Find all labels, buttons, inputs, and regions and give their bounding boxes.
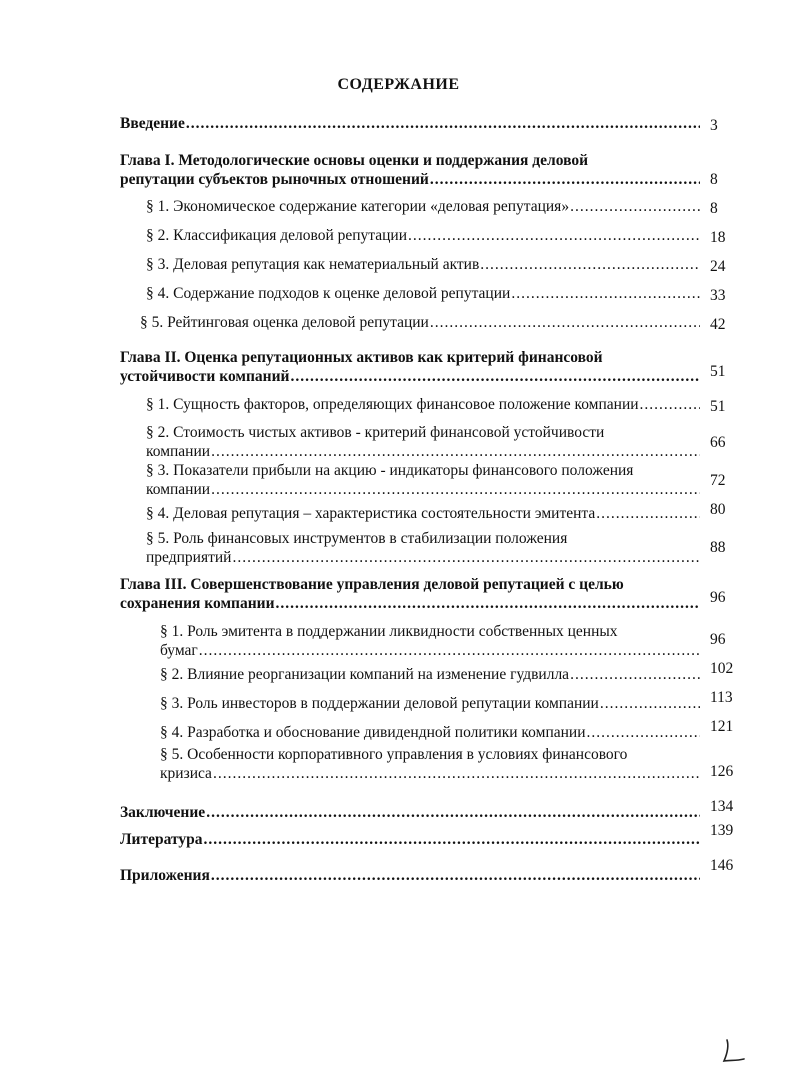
toc-label: Глава II. Оценка репутационных активов как критерий финансовой [120,349,603,366]
toc-label: § 4. Разработка и обоснование дивидендной политики компании [160,724,586,741]
toc-entry-chapter-2 [120,348,700,386]
toc-label: § 5. Роль финансовых инструментов в стабилизации положения [146,530,568,547]
toc-page-number: 88 [710,539,726,556]
handwritten-mark-icon [718,1036,748,1066]
toc-label: § 2. Стоимость чистых активов - критерий финансовой устойчивости [146,424,605,441]
toc-page-number: 139 [710,822,734,839]
toc-label: § 4. Деловая репутация – характеристика состоятельности эмитента [146,505,596,522]
toc-page-number: 96 [710,589,726,606]
toc-entry-section-2-5 [146,529,700,567]
toc-label: Глава III. Совершенствование управления деловой репутацией с целью [120,576,624,593]
toc-label: § 5. Особенности корпоративного управления в условиях финансового [160,746,628,763]
toc-page-number: 96 [710,631,726,648]
toc-entry-section-1-1 [146,197,700,216]
toc-page-number: 33 [710,287,726,304]
toc-entry-section-3-4 [160,723,700,742]
toc-page-number: 146 [710,857,734,874]
toc-entry-appendix [120,866,700,885]
toc-label: § 4. Содержание подходов к оценке деловой репутации [146,285,511,302]
toc-label: бумаг [160,642,198,659]
toc-entry-section-3-1 [160,622,700,660]
toc-label: § 3. Показатели прибыли на акцию - индикаторы финансового положения [146,462,634,479]
toc-label: Приложения [120,867,210,884]
toc-page-number: 134 [710,798,734,815]
toc-label: устойчивости компаний [120,368,290,385]
toc-page-number: 24 [710,258,726,275]
toc-entry-section-1-2 [146,226,700,245]
toc-entry-section-2-2 [146,423,700,461]
toc-label: репутации субъектов рыночных отношений [120,171,429,188]
toc-entry-conclusion [120,803,700,822]
toc-entry-section-2-3 [146,461,700,499]
toc-entry-section-2-4 [146,504,700,523]
toc-entry-section-3-3 [160,694,700,713]
toc-page-number: 121 [710,718,734,735]
toc-label: Литература [120,831,203,848]
toc-page-number: 51 [710,363,726,380]
toc-label: § 3. Деловая репутация как нематериальный актив [146,256,480,273]
toc-label: сохранения компании [120,595,275,612]
toc-label: § 1. Сущность факторов, определяющих финансовое положение компании [146,396,639,413]
toc-entry-section-3-2 [160,665,700,684]
toc-page-number: 8 [710,200,718,217]
toc-label: Введение [120,115,185,132]
toc-page-number: 72 [710,472,726,489]
toc-page-number: 3 [710,117,718,134]
toc-entry-section-1-4 [146,284,700,303]
toc-entry-section-3-5 [160,745,700,783]
toc-label: компании [146,481,211,498]
toc-label: Заключение [120,804,206,821]
toc-label: компании [146,443,211,460]
toc-entry-literature [120,830,700,849]
toc-page-number: 102 [710,660,734,677]
toc-entry-chapter-1 [120,151,700,189]
toc-label: кризиса [160,765,212,782]
toc-page-number: 51 [710,398,726,415]
toc-label: предприятий [146,549,232,566]
toc-label: § 2. Влияние реорганизации компаний на изменение гудвилла [160,666,570,683]
toc-page-number: 18 [710,229,726,246]
toc-entry-section-2-1 [146,395,700,414]
toc-page-number: 113 [710,689,733,706]
toc-page-number: 8 [710,171,718,188]
toc-page-number: 126 [710,763,734,780]
toc-entry-section-1-5 [140,313,700,332]
page-title: СОДЕРЖАНИЕ [337,76,460,93]
toc-page-number: 42 [710,316,726,333]
toc-entry-introduction [120,114,700,133]
toc-label: § 3. Роль инвесторов в поддержании деловой репутации компании [160,695,599,712]
toc-label: § 5. Рейтинговая оценка деловой репутации [140,314,429,331]
toc-label: § 1. Роль эмитента в поддержании ликвидности собственных ценных [160,623,618,640]
toc-page-number: 66 [710,434,726,451]
toc-label: Глава I. Методологические основы оценки и поддержания деловой [120,152,589,169]
toc-entry-chapter-3 [120,575,700,613]
toc-label: § 2. Классификация деловой репутации [146,227,408,244]
toc-page-number: 80 [710,501,726,518]
toc-label: § 1. Экономическое содержание категории «деловая репутация» [146,198,570,215]
toc-entry-section-1-3 [146,255,700,274]
